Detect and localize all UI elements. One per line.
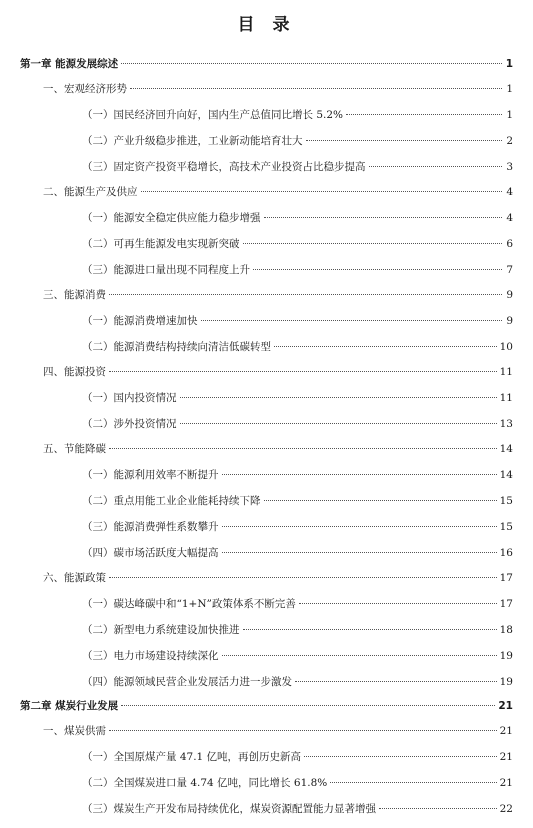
dot-leader	[180, 387, 497, 398]
toc-entry-label: （二）能源消费结构持续向清洁低碳转型	[82, 341, 271, 353]
toc-entry-subsection[interactable]	[82, 236, 513, 250]
dot-leader	[222, 464, 497, 475]
dot-leader	[222, 542, 497, 553]
toc-page-number: 19	[499, 676, 513, 688]
toc-entry-subsection[interactable]	[82, 622, 513, 636]
toc-entry-subsection[interactable]	[82, 467, 513, 481]
toc-entry-chapter[interactable]	[20, 698, 513, 712]
toc-page-number: 17	[499, 572, 513, 584]
toc-entry-label: （三）能源进口量出现不同程度上升	[82, 264, 250, 276]
toc-entry-subsection[interactable]	[82, 313, 513, 327]
dot-leader	[180, 413, 497, 424]
dot-leader	[109, 361, 497, 372]
toc-entry-subsection[interactable]	[82, 674, 513, 688]
toc-entry-label: （二）新型电力系统建设加快推进	[82, 624, 240, 636]
toc-entry-label: 第一章 能源发展综述	[20, 58, 119, 70]
dot-leader	[141, 181, 503, 192]
toc-entry-label: 四、能源投资	[43, 366, 106, 378]
toc-entry-label: （三）固定资产投资平稳增长，高技术产业投资占比稳步提高	[82, 161, 366, 173]
toc-page-number: 14	[499, 443, 513, 455]
toc-page-number: 1	[506, 109, 513, 121]
toc-page-number: 22	[499, 803, 513, 815]
dot-leader	[121, 695, 495, 706]
toc-entry-label: （三）煤炭生产开发布局持续优化，煤炭资源配置能力显著增强	[82, 803, 376, 815]
toc-entry-subsection[interactable]	[82, 262, 513, 276]
dot-leader	[243, 233, 503, 244]
toc-page-number: 19	[499, 650, 513, 662]
toc-entry-label: （一）能源安全稳定供应能力稳步增强	[82, 212, 261, 224]
dot-leader	[264, 490, 497, 501]
toc-page-number: 6	[506, 238, 513, 250]
toc-entry-subsection[interactable]	[82, 545, 513, 559]
dot-leader	[121, 53, 502, 64]
toc-entry-label: 第二章 煤炭行业发展	[20, 700, 119, 712]
toc-page-number: 16	[499, 547, 513, 559]
toc-page-number: 11	[499, 392, 513, 404]
toc-entry-label: （一）国内投资情况	[82, 392, 177, 404]
dot-leader	[222, 516, 497, 527]
toc-page-number: 10	[499, 341, 513, 353]
toc-entry-label: （三）电力市场建设持续深化	[82, 650, 219, 662]
toc-entry-label: 二、能源生产及供应	[43, 186, 138, 198]
toc-entry-chapter[interactable]	[20, 56, 513, 70]
toc-page-number: 11	[499, 366, 513, 378]
toc-entry-section[interactable]	[43, 184, 513, 198]
dot-leader	[274, 336, 497, 347]
dot-leader	[346, 104, 502, 115]
dot-leader	[243, 619, 497, 630]
dot-leader	[109, 284, 502, 295]
toc-entry-label: （二）产业升级稳步推进，工业新动能培育壮大	[82, 135, 303, 147]
toc-page-number: 4	[506, 186, 513, 198]
dot-leader	[295, 671, 497, 682]
dot-leader	[304, 746, 497, 757]
dot-leader	[306, 130, 503, 141]
toc-page-number: 15	[499, 521, 513, 533]
toc-entry-section[interactable]	[43, 81, 513, 95]
dot-leader	[109, 720, 497, 731]
toc-entry-subsection[interactable]	[82, 416, 513, 430]
toc-entry-subsection[interactable]	[82, 801, 513, 815]
toc-entry-label: （一）能源消费增速加快	[82, 315, 198, 327]
toc-page-number: 4	[506, 212, 513, 224]
toc-page-number: 1	[505, 58, 513, 70]
toc-entry-label: （一）全国原煤产量 47.1 亿吨，再创历史新高	[82, 751, 302, 763]
toc-entry-subsection[interactable]	[82, 133, 513, 147]
toc-page-number: 14	[499, 469, 513, 481]
toc-page-number: 9	[506, 315, 513, 327]
toc-entry-label: （四）碳市场活跃度大幅提高	[82, 547, 219, 559]
toc-entry-section[interactable]	[43, 723, 513, 737]
toc-entry-subsection[interactable]	[82, 749, 513, 763]
toc-entry-label: 三、能源消费	[43, 289, 106, 301]
toc-entry-label: 一、煤炭供需	[43, 725, 106, 737]
toc-entry-label: （一）国民经济回升向好，国内生产总值同比增长 5.2%	[82, 109, 344, 121]
toc-page-number: 21	[499, 777, 513, 789]
toc-page-number: 13	[499, 418, 513, 430]
toc-entry-label: 一、宏观经济形势	[43, 83, 127, 95]
toc-entry-subsection[interactable]	[82, 107, 513, 121]
toc-entry-subsection[interactable]	[82, 493, 513, 507]
dot-leader	[299, 593, 497, 604]
dot-leader	[109, 438, 497, 449]
toc-page-number: 17	[499, 598, 513, 610]
dot-leader	[201, 310, 503, 321]
toc-entry-subsection[interactable]	[82, 596, 513, 610]
dot-leader	[264, 207, 503, 218]
toc-entry-label: （二）重点用能工业企业能耗持续下降	[82, 495, 261, 507]
toc-entry-subsection[interactable]	[82, 159, 513, 173]
toc-entry-subsection[interactable]	[82, 519, 513, 533]
toc-entry-subsection[interactable]	[82, 648, 513, 662]
toc-entry-label: （一）能源利用效率不断提升	[82, 469, 219, 481]
toc-page-number: 21	[499, 751, 513, 763]
dot-leader	[369, 156, 503, 167]
toc-entry-section[interactable]	[43, 287, 513, 301]
toc-entry-label: 六、能源政策	[43, 572, 106, 584]
toc-entry-section[interactable]	[43, 570, 513, 584]
toc-page-number: 1	[506, 83, 513, 95]
toc-entry-section[interactable]	[43, 364, 513, 378]
toc-entry-subsection[interactable]	[82, 210, 513, 224]
toc-entry-label: 五、节能降碳	[43, 443, 106, 455]
toc-entry-subsection[interactable]	[82, 775, 513, 789]
toc-page-number: 18	[499, 624, 513, 636]
dot-leader	[222, 645, 497, 656]
dot-leader	[379, 798, 497, 809]
dot-leader	[253, 259, 502, 270]
toc-entry-label: （二）全国煤炭进口量 4.74 亿吨，同比增长 61.8%	[82, 777, 328, 789]
toc-page-number: 9	[506, 289, 513, 301]
toc-page-number: 15	[499, 495, 513, 507]
toc-entry-label: （一）碳达峰碳中和“1+N”政策体系不断完善	[82, 598, 296, 610]
toc-page-number: 21	[499, 725, 513, 737]
toc-page-number: 2	[506, 135, 513, 147]
toc-entry-label: （二）可再生能源发电实现新突破	[82, 238, 240, 250]
toc-entry-label: （四）能源领域民营企业发展活力进一步激发	[82, 676, 292, 688]
toc-page-number: 7	[506, 264, 513, 276]
page-title: 目 录	[237, 15, 296, 35]
toc-entry-subsection[interactable]	[82, 339, 513, 353]
toc-entry-label: （三）能源消费弹性系数攀升	[82, 521, 219, 533]
toc-page-number: 3	[506, 161, 513, 173]
dot-leader	[109, 567, 497, 578]
dot-leader	[130, 78, 502, 89]
toc-entry-subsection[interactable]	[82, 390, 513, 404]
toc-entry-section[interactable]	[43, 441, 513, 455]
toc-page-number: 21	[498, 700, 513, 712]
toc-entry-label: （二）涉外投资情况	[82, 418, 177, 430]
dot-leader	[330, 772, 496, 783]
